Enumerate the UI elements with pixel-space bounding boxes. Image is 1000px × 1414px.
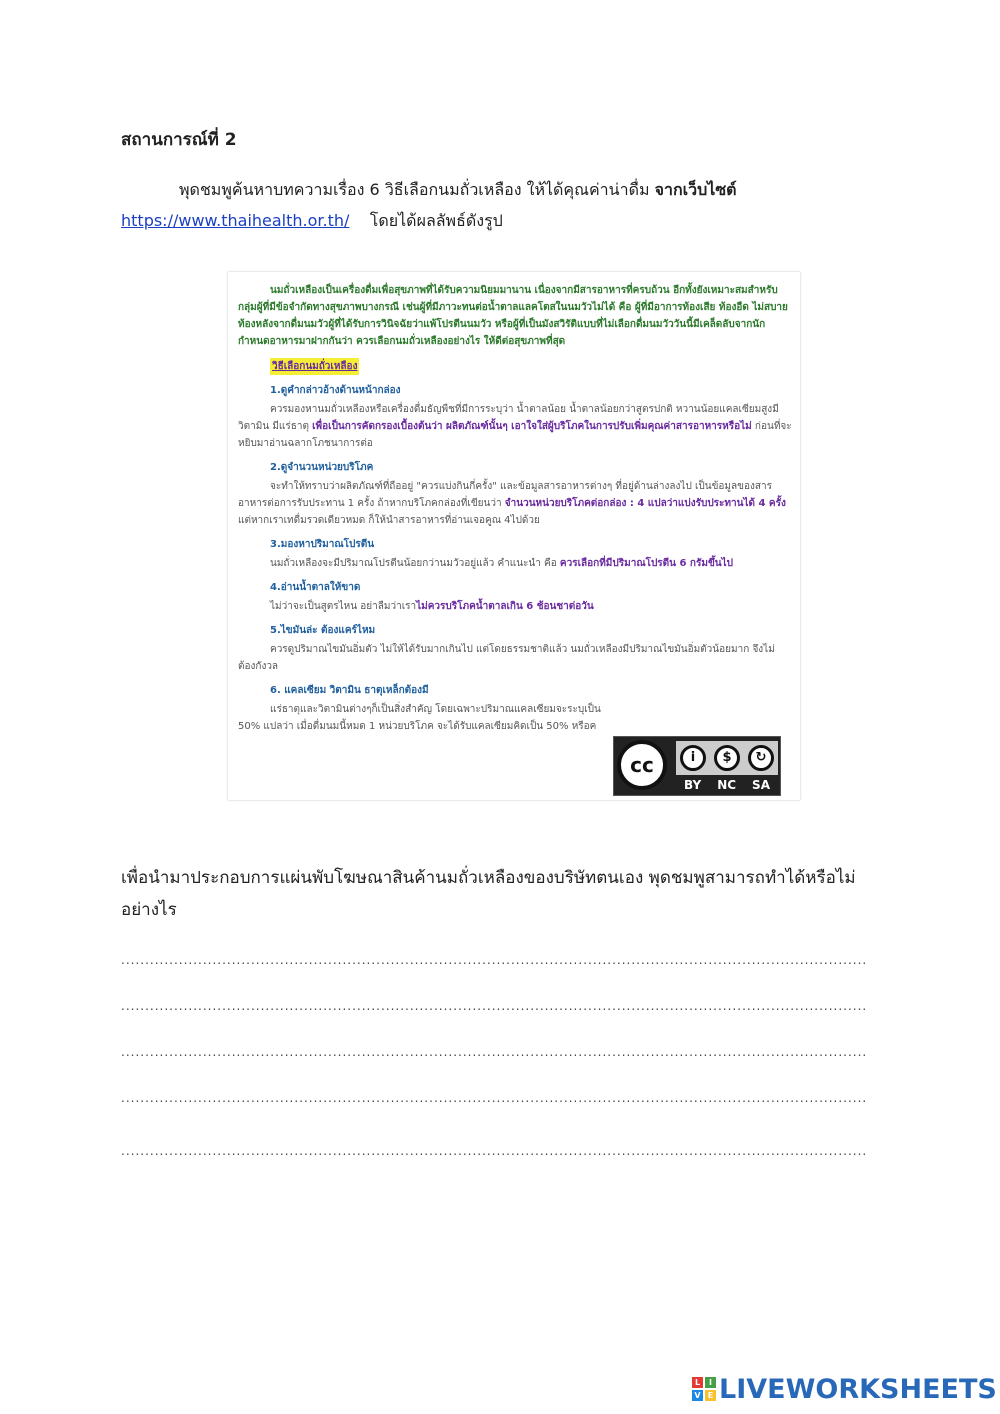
logo-grid-icon: [692, 1377, 716, 1401]
section-5-body: ควรดูปริมาณไขมันอิ่มตัว ไม่ให้ได้รับมากเกินไป แต่โดยธรรมชาติแล้ว นมถั่วเหลืองมีปริมาณไขมันอิ่มตัวน้อยมาก จึงไม่ต้องกังวล: [238, 644, 775, 672]
logo-letter-l: L: [692, 1377, 703, 1388]
cc-labels: [676, 777, 778, 793]
cc-nc-label: NC: [717, 778, 737, 792]
section-2-title: 2.ดูจำนวนหน่วยบริโภค: [270, 462, 374, 473]
cc-icon-strip: [676, 741, 778, 775]
section-1-body: ควรมองหานมถั่วเหลืองหรือเครื่องดื่มธัญพืชที่มีการระบุว่า น้ำตาลน้อย น้ำตาลน้อยกว่าสูตรปกติ หวานน้อยแคลเซียมสูงมีวิตามิน มีแร่ธาตุ เพื่อเป็นการคัดกรองเบื้องต้นว่า ผลิตภัณฑ์นั้นๆ เอาใจใส่ผู้บริโภคในการปรับเพิ่มคุณค่าสารอาหารหรือไม่ ก่อนที่จะหยิบมาอ่านฉลากโภชนาการต่อ: [238, 404, 792, 449]
noncommercial-icon: $: [714, 745, 740, 771]
section-3-title: 3.มองหาปริมาณโปรตีน: [270, 539, 375, 550]
attribution-icon: i: [680, 745, 706, 771]
answer-line-1[interactable]: ...........................................................................................................................................................: [121, 953, 868, 967]
intro-bold: จากเว็บไซต์: [654, 180, 737, 199]
cc-icon: cc: [617, 740, 667, 790]
intro-paragraph: [121, 174, 881, 236]
article-intro: นมถั่วเหลืองเป็นเครื่องดื่มเพื่อสุขภาพที่ได้รับความนิยมมานาน เนื่องจากมีสารอาหารที่ครบถ้วน อีกทั้งยังเหมาะสมสำหรับกลุ่มผู้ที่มีข้อจำกัดทางสุขภาพบางกรณี เช่นผู้ที่มีภาวะทนต่อน้ำตาลแลคโตสในนมวัวไม่ได้ คือ ผู้ที่มีอาการท้องเสีย ท้องอืด ไม่สบายท้องหลังจากดื่มนมวัวผู้ที่ได้รับการวินิจฉัยว่าแพ้โปรตีนนมวัว หรือผู้ที่เป็นมังสวิรัติแบบที่ไม่เลือกดื่มนมวัววันนี้มีเคล็ดลับจากนักกำหนดอาหารมาฝากกันว่า ควรเลือกนมถั่วเหลืองอย่างไร ให้ดีต่อสุขภาพที่สุด: [238, 285, 788, 347]
logo-text: LIVEWORKSHEETS: [719, 1373, 997, 1405]
section-5-title: 5.ไขมันล่ะ ต้องแคร์ไหม: [270, 625, 376, 636]
liveworksheets-logo: [692, 1374, 997, 1404]
intro-result-text: โดยได้ผลลัพธ์ดังรูป: [369, 211, 503, 230]
article-highlight: วิธีเลือกนมถั่วเหลือง: [270, 358, 359, 375]
article-screenshot: [228, 272, 800, 800]
logo-letter-v: V: [692, 1390, 703, 1401]
scenario-heading: สถานการณ์ที่ 2: [121, 130, 237, 150]
answer-line-3[interactable]: ...........................................................................................................................................................: [121, 1045, 868, 1059]
answer-line-5[interactable]: ...........................................................................................................................................................: [121, 1144, 868, 1158]
section-6-title: 6. แคลเซียม วิตามิน ธาตุเหล็กต้องมี: [270, 685, 429, 696]
answer-line-2[interactable]: ...........................................................................................................................................................: [121, 999, 868, 1013]
logo-letter-i: I: [705, 1377, 716, 1388]
source-link[interactable]: https://www.thaihealth.or.th/: [121, 211, 350, 230]
section-2-body: จะทำให้ทราบว่าผลิตภัณฑ์ที่ถืออยู่ "ควรแบ่งกินกี่ครั้ง" และข้อมูลสารอาหารต่างๆ ที่อยู่ด้านล่างลงไป เป็นข้อมูลของสารอาหารต่อการรับประทาน 1 ครั้ง ถ้าหากบริโภคกล่องที่เขียนว่า จำนวนหน่วยบริโภคต่อกล่อง : 4 แปลว่าแบ่งรับประทานได้ 4 ครั้ง แต่หากเราเทดื่มรวดเดียวหมด ก็ให้นำสารอาหารที่อ่านเจอคูณ 4ไปด้วย: [238, 481, 786, 526]
cc-sa-label: SA: [752, 778, 770, 792]
cc-by-label: BY: [684, 778, 702, 792]
section-1-title: 1.ดูคำกล่าวอ้างด้านหน้ากล่อง: [270, 385, 401, 396]
section-6-body: แร่ธาตุและวิตามินต่างๆก็เป็นสิ่งสำคัญ โดยเฉพาะปริมาณแคลเซียมจะระบุเป็น 50% แปลว่า เมื่อดื่มนมนี้หมด 1 หน่วยบริโภค จะได้รับแคลเซียมคิดเป็น 50% หรือค: [238, 704, 601, 732]
answer-line-4[interactable]: ...........................................................................................................................................................: [121, 1091, 868, 1105]
creative-commons-badge: [613, 736, 781, 796]
intro-text: พุดชมพูค้นหาบทความเรื่อง 6 วิธีเลือกนมถั่วเหลือง ให้ได้คุณค่าน่าดื่ม: [179, 180, 655, 199]
sharealike-icon: ↻: [748, 745, 774, 771]
question-text: เพื่อนำมาประกอบการแผ่นพับโฆษณาสินค้านมถั่วเหลืองของบริษัทตนเอง พุดชมพูสามารถทำได้หรือไม่อย่างไร: [121, 868, 856, 920]
logo-letter-e: E: [705, 1390, 716, 1401]
section-3-body: นมถั่วเหลืองจะมีปริมาณโปรตีนน้อยกว่านมวัวอยู่แล้ว คำแนะนำ คือ ควรเลือกที่มีปริมาณโปรตีน 6 กรัมขึ้นไป: [270, 558, 733, 569]
section-4-title: 4.อ่านน้ำตาลให้ขาด: [270, 582, 361, 593]
section-4-body: ไม่ว่าจะเป็นสูตรไหน อย่าลืมว่าเราไม่ควรบริโภคน้ำตาลเกิน 6 ช้อนชาต่อวัน: [270, 601, 594, 612]
